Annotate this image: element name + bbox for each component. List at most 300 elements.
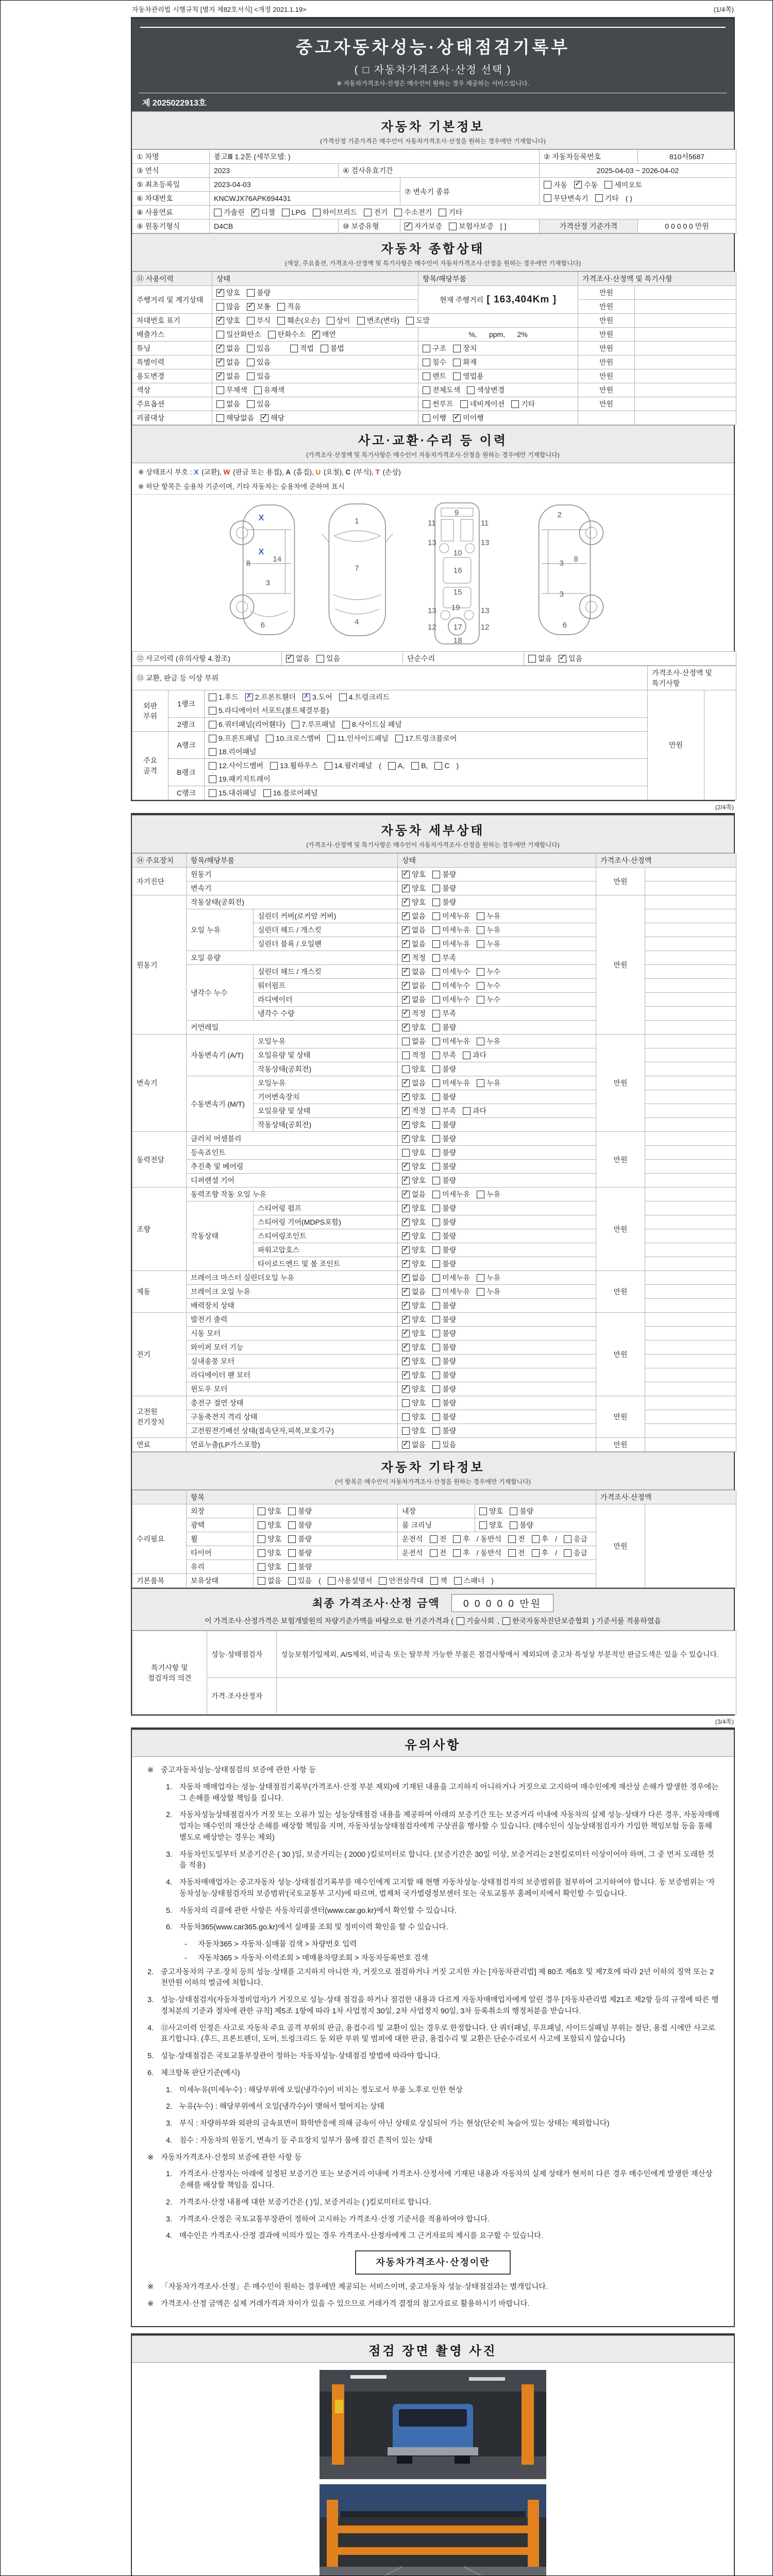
checkbox[interactable] [477, 1191, 484, 1198]
checkbox-option[interactable]: 누유 [477, 939, 500, 949]
checkbox[interactable] [432, 1260, 440, 1268]
checkbox[interactable] [270, 762, 278, 770]
checkbox[interactable] [303, 693, 310, 701]
checkbox[interactable] [432, 1218, 440, 1226]
checkbox-option[interactable]: 후 [532, 1548, 549, 1558]
checkbox[interactable] [209, 762, 216, 770]
checkbox[interactable] [432, 1065, 440, 1073]
checkbox[interactable] [432, 968, 440, 976]
checkbox-option[interactable]: 양호 [402, 1147, 426, 1158]
checkbox[interactable] [432, 1079, 440, 1087]
checkbox[interactable] [508, 1535, 516, 1543]
checkbox[interactable] [423, 345, 430, 352]
checkbox[interactable] [477, 1274, 484, 1282]
checkbox[interactable] [251, 209, 259, 216]
checkbox-option[interactable]: ✓ 양호 [402, 883, 426, 893]
checkbox-option[interactable]: 없음 [528, 653, 552, 664]
checkbox-option[interactable]: ✗ 2.프론트휀더 [245, 692, 296, 702]
checkbox[interactable] [402, 1079, 410, 1087]
checkbox-option[interactable]: 전 [508, 1548, 525, 1558]
checkbox-option[interactable]: 불법 [321, 343, 344, 353]
checkbox-option[interactable]: 불량 [432, 1342, 456, 1352]
checkbox-option[interactable]: 양호 [402, 1412, 426, 1422]
checkbox-option[interactable]: ✓ 양호 [402, 1300, 426, 1311]
checkbox[interactable] [313, 209, 321, 216]
checkbox[interactable] [402, 1121, 410, 1129]
checkbox[interactable] [432, 1274, 440, 1282]
checkbox-option[interactable]: ✓ 양호 [216, 287, 240, 298]
checkbox[interactable] [432, 1232, 440, 1240]
checkbox-option[interactable]: 미세누유 [432, 1273, 470, 1283]
checkbox[interactable] [288, 1563, 296, 1571]
checkbox[interactable] [510, 1521, 517, 1529]
checkbox[interactable] [402, 1246, 410, 1254]
checkbox[interactable] [405, 223, 412, 230]
checkbox[interactable] [247, 345, 255, 352]
checkbox-option[interactable]: 렌트 [423, 371, 446, 381]
checkbox-option[interactable]: 누수 [477, 980, 500, 991]
checkbox-option[interactable]: 있음 [432, 1439, 456, 1450]
checkbox[interactable] [402, 1191, 410, 1198]
checkbox-option[interactable]: 불량 [247, 287, 271, 298]
checkbox-option[interactable]: 화재 [453, 357, 477, 367]
checkbox-option[interactable]: 불량 [432, 1147, 456, 1158]
checkbox-option[interactable]: 누유 [477, 925, 500, 935]
checkbox-option[interactable]: 16.플로어패널 [263, 788, 318, 798]
checkbox[interactable] [432, 1385, 440, 1393]
checkbox[interactable] [312, 331, 320, 338]
checkbox-option[interactable]: 불량 [432, 1231, 456, 1241]
checkbox[interactable] [432, 1427, 440, 1435]
checkbox-option[interactable]: 부족 [432, 1008, 456, 1019]
checkbox-option[interactable]: 불량 [432, 1217, 456, 1227]
checkbox[interactable] [604, 181, 612, 189]
checkbox[interactable] [432, 871, 440, 878]
checkbox[interactable] [432, 1441, 440, 1449]
checkbox[interactable] [453, 414, 461, 422]
checkbox[interactable] [423, 414, 430, 422]
checkbox[interactable] [292, 721, 299, 728]
checkbox[interactable] [402, 1413, 410, 1421]
checkbox[interactable] [288, 1577, 296, 1585]
checkbox[interactable] [432, 1302, 440, 1310]
checkbox[interactable] [402, 1065, 410, 1073]
checkbox-option[interactable]: 양호 [258, 1520, 281, 1530]
checkbox-option[interactable]: 불량 [432, 1175, 456, 1185]
checkbox[interactable] [325, 762, 332, 770]
checkbox-option[interactable]: 전기 [364, 207, 388, 217]
checkbox[interactable] [432, 1358, 440, 1365]
checkbox-option[interactable]: 양호 [258, 1548, 281, 1558]
checkbox-option[interactable]: 침수 [423, 357, 446, 367]
checkbox-option[interactable]: 불량 [288, 1562, 312, 1572]
checkbox[interactable] [339, 693, 347, 701]
checkbox-option[interactable]: 누유 [477, 1078, 500, 1088]
checkbox[interactable] [402, 1232, 410, 1240]
checkbox-option[interactable]: 적정 [402, 1050, 426, 1060]
checkbox-option[interactable]: ✓ 없음 [402, 1273, 426, 1283]
checkbox[interactable] [423, 372, 430, 380]
checkbox-option[interactable]: ✓ 양호 [402, 1217, 426, 1227]
checkbox-option[interactable]: ✓ 수동 [574, 180, 598, 190]
checkbox-option[interactable]: 불량 [432, 1328, 456, 1338]
checkbox-option[interactable]: 썬루프 [423, 399, 453, 409]
checkbox-option[interactable]: 불량 [432, 1356, 456, 1366]
checkbox[interactable] [432, 1371, 440, 1379]
checkbox[interactable] [402, 1177, 410, 1184]
checkbox-option[interactable]: 무채색 [216, 385, 247, 395]
checkbox-option[interactable]: 불량 [510, 1506, 533, 1516]
checkbox-option[interactable]: 한국자동차진단보증협회 [502, 1616, 589, 1626]
checkbox-option[interactable]: ✓ 없음 [216, 357, 240, 367]
checkbox-option[interactable]: 안전삼각대 [379, 1575, 424, 1586]
checkbox-option[interactable]: 양호 [402, 1398, 426, 1408]
checkbox[interactable] [402, 899, 410, 906]
checkbox-option[interactable]: 불량 [288, 1506, 312, 1516]
checkbox[interactable] [477, 968, 484, 976]
checkbox[interactable] [209, 707, 216, 715]
checkbox[interactable] [209, 748, 216, 756]
checkbox[interactable] [511, 400, 519, 408]
checkbox[interactable] [214, 209, 222, 216]
checkbox[interactable] [258, 1577, 265, 1585]
checkbox-option[interactable]: 불량 [432, 1022, 456, 1032]
checkbox[interactable] [528, 655, 536, 663]
checkbox-option[interactable]: 탄화수소 [268, 329, 306, 340]
checkbox-option[interactable]: 불량 [432, 883, 456, 893]
checkbox-option[interactable]: 불량 [432, 1398, 456, 1408]
checkbox[interactable] [477, 940, 484, 948]
checkbox-option[interactable]: 불량 [432, 1092, 456, 1102]
checkbox[interactable] [247, 400, 255, 408]
checkbox[interactable] [402, 1107, 410, 1115]
checkbox[interactable] [209, 789, 216, 797]
checkbox-option[interactable]: ✓ 양호 [402, 897, 426, 907]
checkbox[interactable] [432, 1107, 440, 1115]
checkbox[interactable] [342, 721, 350, 728]
checkbox[interactable] [288, 1535, 296, 1543]
checkbox[interactable] [402, 1399, 410, 1407]
checkbox-option[interactable]: ✓ 없음 [402, 994, 426, 1005]
checkbox[interactable] [277, 303, 285, 311]
checkbox-option[interactable]: 양호 [258, 1506, 281, 1516]
checkbox-option[interactable]: ✓ 양호 [402, 1120, 426, 1130]
checkbox[interactable] [457, 1617, 464, 1625]
checkbox-option[interactable]: ✓ 없음 [216, 371, 240, 381]
checkbox[interactable] [327, 317, 334, 325]
checkbox[interactable] [364, 209, 372, 216]
checkbox-option[interactable]: ✓ 양호 [402, 1342, 426, 1352]
checkbox[interactable] [432, 1149, 440, 1157]
checkbox-option[interactable]: 불량 [432, 1300, 456, 1311]
checkbox-option[interactable]: 상이 [327, 315, 350, 326]
checkbox-option[interactable]: 5.라디에이터 서포트(볼트체결부품) [209, 705, 329, 716]
checkbox[interactable] [432, 926, 440, 934]
checkbox-option[interactable]: 미세누유 [432, 1286, 470, 1297]
checkbox-option[interactable]: LPG [282, 208, 306, 216]
checkbox-option[interactable]: 장치 [453, 343, 477, 353]
checkbox[interactable] [286, 655, 294, 663]
checkbox-option[interactable]: 미세누수 [432, 980, 470, 991]
checkbox[interactable] [402, 1302, 410, 1310]
checkbox-option[interactable]: 불량 [432, 1370, 456, 1380]
checkbox[interactable] [432, 982, 440, 990]
checkbox-option[interactable]: 불량 [432, 1412, 456, 1422]
checkbox[interactable] [432, 899, 440, 906]
checkbox[interactable] [532, 1549, 540, 1557]
checkbox[interactable] [477, 996, 484, 1004]
checkbox-option[interactable]: ✓ 양호 [402, 1231, 426, 1241]
checkbox[interactable] [432, 1163, 440, 1171]
checkbox-option[interactable]: 응급 [564, 1534, 587, 1544]
checkbox-option[interactable]: 기술사회 [457, 1616, 494, 1626]
checkbox-option[interactable]: 불량 [432, 1064, 456, 1074]
checkbox-option[interactable]: ✓ 적정 [402, 1008, 426, 1019]
checkbox[interactable] [402, 1260, 410, 1268]
checkbox-option[interactable]: 훼손(오손) [277, 315, 320, 326]
checkbox[interactable] [261, 414, 268, 422]
checkbox[interactable] [432, 996, 440, 1004]
checkbox[interactable] [245, 693, 253, 701]
checkbox[interactable] [402, 996, 410, 1004]
checkbox-option[interactable]: 불량 [432, 1133, 456, 1144]
checkbox-option[interactable]: ✓ 없음 [402, 1286, 426, 1297]
checkbox-option[interactable]: 기타 [439, 207, 462, 217]
checkbox-option[interactable]: ✓ 양호 [402, 1384, 426, 1394]
checkbox[interactable] [402, 1093, 410, 1101]
checkbox[interactable] [402, 926, 410, 934]
checkbox-option[interactable]: 누수 [477, 994, 500, 1005]
checkbox-option[interactable]: 구조 [423, 343, 446, 353]
checkbox[interactable] [430, 1577, 438, 1585]
checkbox[interactable] [423, 386, 430, 394]
checkbox[interactable] [402, 1052, 410, 1059]
checkbox[interactable] [432, 1038, 440, 1045]
checkbox-option[interactable]: 미세누유 [432, 939, 470, 949]
checkbox[interactable] [321, 345, 328, 352]
checkbox-option[interactable]: 있음 [247, 371, 271, 381]
checkbox-option[interactable]: 불량 [432, 1384, 456, 1394]
checkbox[interactable] [432, 1177, 440, 1184]
checkbox-option[interactable]: 후 [453, 1548, 470, 1558]
checkbox[interactable] [453, 345, 461, 352]
checkbox-option[interactable]: 있음 [247, 399, 271, 409]
checkbox[interactable] [432, 1399, 440, 1407]
checkbox[interactable] [258, 1549, 265, 1557]
checkbox[interactable] [247, 289, 255, 297]
checkbox[interactable] [216, 331, 224, 338]
checkbox[interactable] [432, 1121, 440, 1129]
checkbox-option[interactable]: 13.휠하우스 [270, 760, 318, 771]
checkbox-option[interactable]: ✓ 적정 [402, 1106, 426, 1116]
checkbox[interactable] [402, 1038, 410, 1045]
checkbox-option[interactable]: ✓ 양호 [402, 1161, 426, 1172]
checkbox-option[interactable]: 많음 [216, 301, 240, 312]
checkbox[interactable] [402, 1218, 410, 1226]
checkbox-option[interactable]: ✓ 없음 [402, 939, 426, 949]
checkbox[interactable] [316, 655, 324, 663]
checkbox[interactable] [574, 181, 582, 189]
checkbox-option[interactable]: 영업용 [453, 371, 484, 381]
checkbox-option[interactable]: ✓ 미이행 [453, 413, 484, 423]
checkbox-option[interactable]: 미세누유 [432, 1036, 470, 1046]
checkbox-option[interactable]: ✓ 양호 [402, 1133, 426, 1144]
checkbox[interactable] [263, 789, 271, 797]
checkbox[interactable] [502, 1617, 510, 1625]
checkbox[interactable] [394, 209, 402, 216]
checkbox[interactable] [290, 345, 298, 352]
checkbox[interactable] [209, 693, 216, 701]
checkbox-option[interactable]: 스패너 [454, 1575, 485, 1586]
checkbox-option[interactable]: 불량 [432, 1314, 456, 1325]
checkbox[interactable] [432, 912, 440, 920]
checkbox-option[interactable]: 색상변경 [467, 385, 505, 395]
checkbox-option[interactable]: 불량 [432, 1203, 456, 1213]
checkbox[interactable] [402, 912, 410, 920]
checkbox-option[interactable]: 전 [430, 1548, 447, 1558]
checkbox-option[interactable]: 미세누유 [432, 925, 470, 935]
checkbox-option[interactable]: 불량 [288, 1520, 312, 1530]
checkbox[interactable] [510, 1507, 517, 1515]
checkbox[interactable] [258, 1521, 265, 1529]
checkbox[interactable] [402, 1441, 410, 1449]
checkbox-option[interactable]: 7.루프패널 [292, 719, 335, 730]
checkbox-option[interactable]: 미세누수 [432, 967, 470, 977]
checkbox[interactable] [327, 735, 335, 742]
checkbox[interactable] [454, 1577, 462, 1585]
checkbox[interactable] [216, 317, 224, 325]
checkbox-option[interactable]: ✓ 없음 [402, 925, 426, 935]
checkbox-option[interactable]: ✓ 없음 [286, 653, 310, 664]
checkbox-option[interactable]: ✓ 양호 [402, 1175, 426, 1185]
checkbox-option[interactable]: 보험사보증 [449, 221, 494, 231]
checkbox[interactable] [216, 414, 224, 422]
checkbox[interactable] [216, 345, 224, 352]
checkbox-option[interactable]: C [434, 761, 449, 770]
checkbox-option[interactable]: 해당없음 [216, 413, 254, 423]
checkbox[interactable] [477, 912, 484, 920]
checkbox-option[interactable]: 가솔린 [214, 207, 245, 217]
checkbox-option[interactable]: 양호 [258, 1534, 281, 1544]
checkbox[interactable] [453, 372, 461, 380]
checkbox[interactable] [402, 1358, 410, 1365]
checkbox-option[interactable]: 있음 [247, 343, 271, 353]
checkbox[interactable] [247, 372, 255, 380]
checkbox-option[interactable]: 양호 [402, 1426, 426, 1436]
checkbox-option[interactable]: 양호 [402, 1064, 426, 1074]
checkbox-option[interactable]: 변조(변타) [357, 315, 399, 326]
checkbox[interactable] [430, 1549, 438, 1557]
checkbox[interactable] [432, 1413, 440, 1421]
checkbox-option[interactable]: 부족 [432, 1106, 456, 1116]
checkbox-option[interactable]: A, [388, 761, 405, 770]
checkbox[interactable] [477, 1079, 484, 1087]
checkbox-option[interactable]: ✓ 적정 [402, 953, 426, 963]
checkbox[interactable] [268, 331, 276, 338]
checkbox-option[interactable]: ✓ 양호 [402, 1314, 426, 1325]
checkbox-option[interactable]: 4.트렁크리드 [339, 692, 390, 702]
checkbox-option[interactable]: 18.리어패널 [209, 747, 257, 757]
checkbox[interactable] [402, 1344, 410, 1351]
checkbox-option[interactable]: ✓ 양호 [402, 869, 426, 879]
checkbox[interactable] [282, 209, 290, 216]
checkbox[interactable] [432, 1246, 440, 1254]
checkbox[interactable] [432, 1288, 440, 1296]
checkbox[interactable] [402, 1288, 410, 1296]
checkbox-option[interactable]: 불량 [432, 1245, 456, 1255]
checkbox[interactable] [247, 317, 255, 325]
checkbox[interactable] [564, 1549, 572, 1557]
checkbox-option[interactable]: 불량 [288, 1548, 312, 1558]
checkbox-option[interactable]: 네비게이션 [460, 399, 505, 409]
checkbox-option[interactable]: 12.사이드멤버 [209, 760, 263, 771]
checkbox-option[interactable]: 19.패키지트레이 [209, 774, 271, 784]
checkbox-option[interactable]: 불량 [432, 1426, 456, 1436]
checkbox[interactable] [453, 1535, 461, 1543]
checkbox-option[interactable]: ✓ 없음 [402, 911, 426, 921]
checkbox-option[interactable]: 일산화탄소 [216, 329, 261, 340]
price-survey-option[interactable]: ( □ 자동차가격조사·산정 선택 ) [354, 64, 512, 76]
checkbox[interactable] [544, 194, 551, 202]
checkbox-option[interactable]: ✓ 디젤 [251, 207, 275, 217]
checkbox-option[interactable]: ✓ 양호 [402, 1245, 426, 1255]
checkbox[interactable] [379, 1577, 386, 1585]
checkbox-option[interactable]: 15.대쉬패널 [209, 788, 257, 798]
checkbox[interactable] [402, 982, 410, 990]
checkbox-option[interactable]: 누수 [477, 967, 500, 977]
checkbox-option[interactable]: ✓ 양호 [402, 1203, 426, 1213]
checkbox[interactable] [402, 1135, 410, 1143]
checkbox-option[interactable]: 미세누수 [432, 994, 470, 1005]
checkbox-option[interactable]: 6.쿼터패널(리어휀다) [209, 719, 285, 730]
checkbox-option[interactable]: 불량 [288, 1534, 312, 1544]
checkbox-option[interactable]: 불량 [510, 1520, 533, 1530]
checkbox[interactable] [402, 1205, 410, 1212]
checkbox-option[interactable]: 14.필러패널 [325, 760, 373, 771]
checkbox[interactable] [216, 303, 224, 311]
checkbox-option[interactable]: 8.사이드실 패널 [342, 719, 402, 730]
checkbox[interactable] [402, 1371, 410, 1379]
checkbox[interactable] [477, 1038, 484, 1045]
checkbox[interactable] [328, 1577, 335, 1585]
checkbox[interactable] [395, 735, 403, 742]
checkbox[interactable] [430, 1535, 438, 1543]
checkbox-option[interactable]: 수소전기 [394, 207, 432, 217]
checkbox-option[interactable]: 이행 [423, 413, 446, 423]
checkbox-option[interactable]: 하이브리드 [313, 207, 358, 217]
checkbox-option[interactable]: 후 [453, 1534, 470, 1544]
checkbox[interactable] [432, 1191, 440, 1198]
checkbox[interactable] [247, 359, 255, 366]
checkbox[interactable] [277, 317, 285, 325]
checkbox-option[interactable]: ✓ 양호 [402, 1259, 426, 1269]
checkbox-option[interactable]: 전체도색 [423, 385, 460, 395]
checkbox[interactable] [434, 762, 442, 770]
checkbox[interactable] [508, 1549, 516, 1557]
checkbox[interactable] [209, 775, 216, 783]
checkbox[interactable] [479, 1507, 487, 1515]
checkbox[interactable] [402, 1385, 410, 1393]
checkbox-option[interactable]: 있음 [247, 357, 271, 367]
checkbox-option[interactable]: 누유 [477, 1286, 500, 1297]
checkbox-option[interactable]: ✓ 양호 [402, 1092, 426, 1102]
checkbox[interactable] [432, 1024, 440, 1031]
checkbox[interactable] [402, 1330, 410, 1337]
checkbox[interactable] [432, 1093, 440, 1101]
checkbox[interactable] [216, 386, 224, 394]
checkbox[interactable] [258, 1535, 265, 1543]
checkbox-option[interactable]: ✓ 양호 [402, 1370, 426, 1380]
